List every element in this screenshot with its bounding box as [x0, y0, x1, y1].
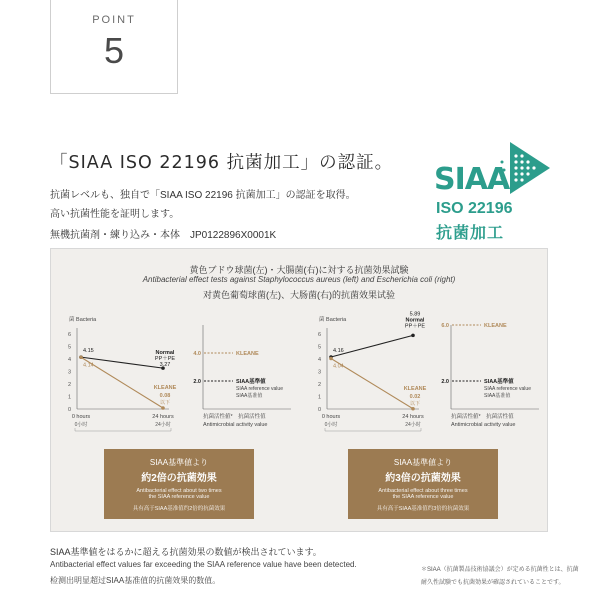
data-label: 4.14	[83, 362, 94, 369]
result-line-zh: 具有高于SIAA基准值约2倍的抗菌效果	[132, 506, 226, 512]
x-bracket	[75, 428, 171, 431]
y-tick-label: 6	[317, 332, 321, 338]
x-tick-label-zh: 24小时	[405, 422, 421, 428]
data-point	[411, 334, 415, 338]
y-tick-label: 3	[317, 369, 321, 376]
result-box-staphylococcus	[104, 449, 254, 519]
series-name: Normal	[155, 350, 175, 357]
point-label: POINT	[92, 14, 136, 26]
description-line-2: 高い抗菌性能を証明します。	[50, 209, 180, 220]
data-label: 4.04	[333, 363, 344, 370]
panel-title-ja: 黄色ブドウ球菌(左)・大腸菌(右)に対する抗菌効果試験	[189, 265, 409, 275]
value-name: KLEANE	[484, 323, 507, 329]
panel-title-zh: 对黄色葡萄球菌(左)、大肠菌(右)的抗菌效果试验	[203, 290, 395, 300]
result-line-zh: 具有高于SIAA基准值约3倍的抗菌效果	[376, 506, 470, 512]
result-box-ecoli	[348, 449, 498, 519]
result-line-en-1: Antibacterial effect about three times	[378, 488, 468, 494]
y-tick-label: 4	[317, 357, 321, 363]
result-line-en-2: the SIAA reference value	[148, 494, 210, 500]
footnote-line-2: 耐久性試験でも抗菌効果が確認されていることです。	[421, 580, 565, 586]
certification-number: 無機抗菌剤・練り込み・本体 JP0122896X0001K	[50, 230, 277, 241]
result-headline: 約2倍の抗菌効果	[141, 473, 217, 484]
point-number: 5	[103, 30, 125, 71]
data-point	[411, 407, 415, 411]
section-heading: 「SIAA ISO 22196 抗菌加工」の認証。	[50, 153, 394, 173]
y-tick-label: 1	[317, 394, 321, 401]
value-sub: SIAA reference value	[236, 386, 283, 392]
data-label: 4.15	[83, 348, 94, 355]
y-tick-label: 2	[67, 382, 71, 388]
result-line-1: SIAA基準値より	[149, 458, 209, 467]
series-name: Normal	[405, 317, 425, 324]
y-tick-label: 6.0	[441, 323, 449, 329]
point-badge	[50, 0, 178, 94]
value-name: SIAA基準値	[236, 379, 266, 385]
value-sub: SIAA reference value	[484, 386, 531, 392]
data-label-suffix: 以下	[159, 400, 171, 406]
y-tick-label: 5	[317, 344, 321, 351]
data-label-suffix: 以下	[409, 400, 421, 407]
x-tick-label-zh: 0小时	[324, 422, 338, 428]
y-axis-label: 菌 Bacteria	[319, 317, 347, 323]
value-sub-zh: SIAA基准值	[484, 393, 511, 399]
x-bracket	[325, 428, 421, 431]
x-axis-label-ja: 抗菌活性値* 抗菌活性值	[451, 414, 514, 420]
x-tick-label: 24 hours	[402, 414, 424, 420]
footer-text-zh: 检测出明显超过SIAA基准值的抗菌效果的数值。	[50, 576, 221, 585]
x-axis-label-en: Antimicrobial activity value	[451, 422, 516, 428]
series-name: KLEANE	[153, 385, 177, 391]
value-name: KLEANE	[236, 351, 259, 357]
y-tick-label: 3	[67, 369, 71, 376]
x-tick-label-zh: 0小时	[74, 422, 88, 428]
siaa-logo-text: SIAA	[434, 162, 510, 197]
x-tick-label: 0 hours	[71, 414, 91, 420]
description-line-1: 抗菌レベルも、独自で「SIAA ISO 22196 抗菌加工」の認証を取得。	[50, 190, 356, 201]
series-name-sub: PP＋PE	[404, 323, 426, 330]
data-point	[161, 406, 165, 410]
x-axis-label-ja: 抗菌活性値* 抗菌活性值	[203, 414, 266, 420]
x-tick-label-zh: 24小时	[155, 422, 171, 428]
y-tick-label: 5	[67, 344, 71, 351]
y-tick-label: 2	[317, 382, 321, 388]
y-tick-label: 4.0	[193, 351, 201, 357]
y-tick-label: 0	[67, 407, 71, 413]
x-axis-label-en: Antimicrobial activity value	[203, 422, 268, 428]
result-line-en-1: Antibacterial effect about two times	[136, 488, 222, 494]
data-label: 4.16	[333, 348, 344, 354]
footnote-line-1: ＊SIAA（抗菌製品技術協議会）が定める抗菌性とは、抗菌	[421, 567, 579, 573]
data-point	[329, 357, 333, 361]
y-tick-label: 2.0	[193, 379, 201, 385]
siaa-logo-iso: ISO 22196	[436, 200, 513, 217]
panel-title-en: Antibacterial effect tests against Staphylococcus aureus (left) and Escherichia coli (right)	[142, 275, 456, 284]
test-results-panel	[50, 248, 548, 532]
value-name: SIAA基準値	[484, 379, 514, 385]
x-tick-label: 24 hours	[152, 414, 174, 420]
footer-text-en: Antibacterial effect values far exceeding the SIAA reference value have been detected.	[50, 560, 357, 569]
x-tick-label: 0 hours	[321, 414, 341, 420]
y-tick-label: 4	[67, 357, 71, 363]
series-name: KLEANE	[403, 385, 427, 392]
result-line-1: SIAA基準値より	[393, 458, 453, 467]
result-headline: 約3倍の抗菌効果	[385, 473, 461, 484]
footer-text-ja: SIAA基準値をはるかに超える抗菌効果の数値が検出されています。	[50, 547, 322, 557]
y-tick-label: 2.0	[441, 379, 449, 385]
series-name-sub: PP＋PE	[154, 356, 176, 363]
data-label: 3.27	[159, 362, 171, 369]
y-tick-label: 1	[67, 394, 71, 401]
data-label: 5.89	[409, 311, 421, 318]
result-line-en-2: the SIAA reference value	[392, 494, 454, 500]
siaa-logo-kanji: 抗菌加工	[436, 225, 505, 242]
value-sub-zh: SIAA基准值	[236, 393, 263, 399]
data-point	[79, 355, 83, 359]
y-axis-label: 菌 Bacteria	[69, 317, 97, 323]
data-label: 0.02	[409, 393, 421, 400]
data-label: 0.08	[159, 393, 171, 399]
y-tick-label: 6	[67, 332, 71, 338]
siaa-logo	[432, 142, 550, 242]
y-tick-label: 0	[317, 407, 321, 413]
